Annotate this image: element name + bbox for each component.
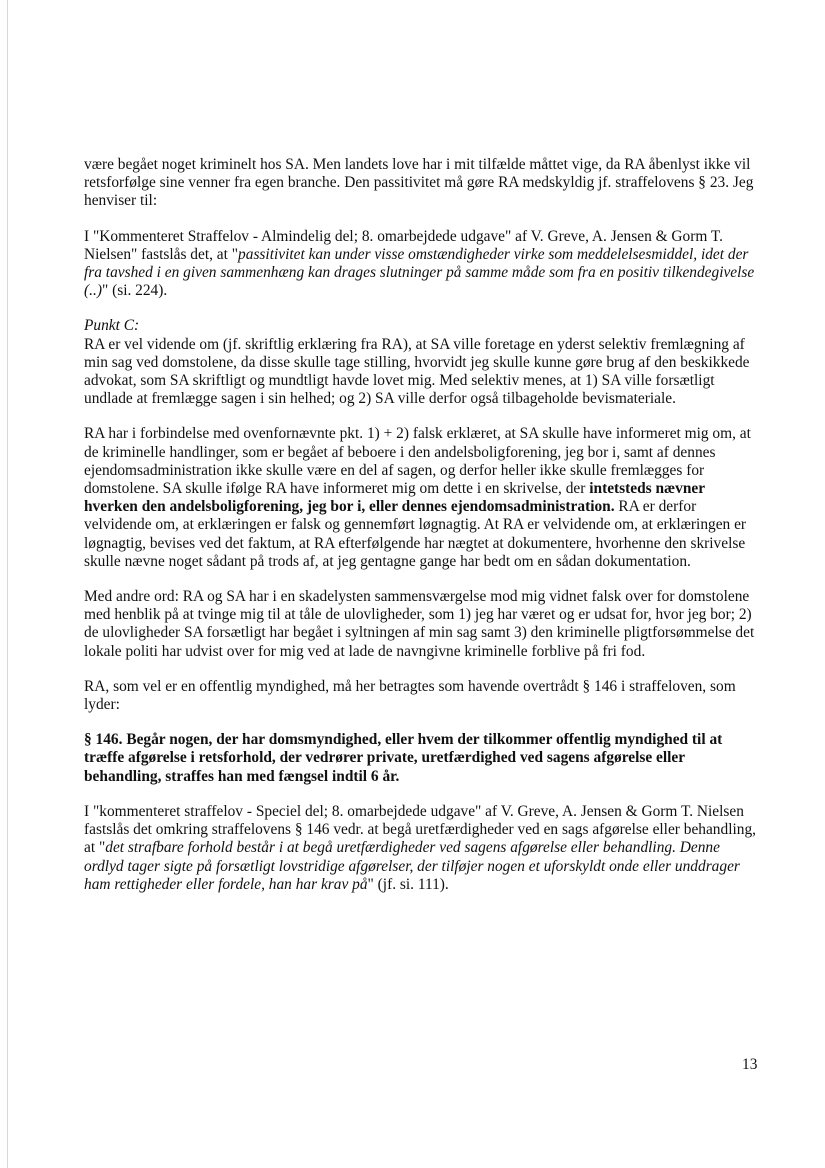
citation-intro: I "Kommenteret Straffelov - Almindelig del; 8. omarbejdede udgave" af V. Greve, A. Jensen & Gorm T. Nielsen" fastslås det, at " bbox=[84, 227, 724, 263]
paragraph-text: RA, som vel er en offentlig myndighed, må her betragtes som havende overtrådt § 146 i straffeloven, som lyder: bbox=[84, 677, 736, 714]
document-body bbox=[84, 156, 756, 894]
paragraph-text: Med andre ord: RA og SA har i en skadelysten sammensværgelse mod mig vidnet falsk over for domstolene med henblik på at tvinge mig til at tåle de ulovligheder, som 1) jeg har været og er udsat for, hvor jeg bor; 2) de ulovligheder SA forsætligt har begået i syltningen af min sag samt 3) den kriminelle pligtforsømmelse det lokale politi har udvist over for mig ved at lade de navngivne kriminelle forblive på fri fod. bbox=[84, 588, 755, 660]
citation-end: " (jf. si. 111). bbox=[367, 875, 449, 893]
paragraph-text-start: RA har i forbindelse med ovenfornævnte pkt. 1) + 2) falsk erklæret, at SA skulle have informeret mig om, at de kriminelle handlinger, som er begået af beboere i den andelsboligforening, jeg bor i, samt af dennes ejendomsadministration ikke skulle være en del af sagen, og derfor heller ikke skulle fremlægges for domstolene. SA skulle ifølge RA have informeret mig om dette i en skrivelse, der bbox=[84, 425, 751, 498]
page-number: 13 bbox=[742, 1056, 758, 1073]
paragraph-text-end: RA er derfor velvidende om, at erklæringen er falsk og gennemført løgnagtig. At RA er velvidende om, at erklæringen er løgnagtig, bevises ved det faktum, at RA efterfølgende har nægtet at dokumentere, hvorhenne den skrivelse skulle nævne noget sådant på trods af, at jeg gentagne gange har bedt om en sådan dokumentation. bbox=[84, 498, 747, 570]
paragraph-text: RA er vel vidende om (jf. skriftlig erklæring fra RA), at SA ville foretage en yderst selektiv fremlægning af min sag ved domstolene, da disse skulle tage stilling, hvorvidt jeg skulle kunne gøre brug af den beskikkede advokat, som SA skriftligt og mundtligt havde lovet mig. Med selektiv menes, at 1) SA ville forsætligt undlade at fremlægge sagen i sin helhed; og 2) SA ville derfor også tilbageholde bevismateriale. bbox=[84, 335, 750, 408]
citation-quote: det strafbare forhold består i at begå uretfærdigheder ved sagens afgørelse eller behandling. Denne ordlyd tager sigte på forsætligt lovstridige afgørelser, der tilføjer nogen et uforskyldt onde eller unddrager ham rettigheder eller fordele, han har krav på bbox=[84, 839, 740, 893]
citation-quote: passitivitet kan under visse omstændigheder virke som meddelelsesmiddel, idet der fra tavshed i en given sammenhæng kan drages slutninger på samme måde som fra en positiv tilkendegivelse (..) bbox=[84, 245, 755, 300]
section-heading-punkt-c: Punkt C: bbox=[84, 317, 140, 335]
scan-edge-line bbox=[7, 0, 8, 1168]
paragraph-punkt-c bbox=[84, 317, 756, 408]
citation-end: " (si. 224). bbox=[101, 282, 168, 300]
paragraph-commentary-general bbox=[84, 228, 756, 301]
emphasized-text: intetsteds nævner hverken den andelsboligforening, jeg bor i, eller dennes ejendomsadministration. bbox=[84, 480, 705, 516]
paragraph-commentary-special bbox=[84, 803, 756, 894]
paragraph-passivity bbox=[84, 156, 756, 211]
paragraph-other-words bbox=[84, 588, 756, 661]
citation-intro: I "kommenteret straffelov - Speciel del; 8. omarbejdede udgave" af V. Greve, A. Jensen & Gorm T. Nielsen fastslås det omkring straffelovens § 146 vedr. at begå uretfærdigheder ved en sags afgørelse eller behandling, at " bbox=[84, 802, 756, 857]
law-text: § 146. Begår nogen, der har domsmyndighed, eller hvem der tilkommer offentlig myndighed til at træffe afgørelse i retsforhold, der vedrører private, uretfærdighed ved sagens afgørelse eller behandling, straffes han med fængsel indtil 6 år. bbox=[84, 731, 723, 785]
paragraph-authority bbox=[84, 678, 756, 714]
paragraph-text: være begået noget kriminelt hos SA. Men landets love har i mit tilfælde måttet vige, da RA åbenlyst ikke vil retsforfølge sine venner fra egen branche. Den passitivitet må gøre RA medskyldig jf. straffelovens § 23. Jeg henviser til: bbox=[84, 156, 754, 210]
law-section-146 bbox=[84, 731, 756, 786]
paragraph-false-declaration bbox=[84, 425, 756, 571]
